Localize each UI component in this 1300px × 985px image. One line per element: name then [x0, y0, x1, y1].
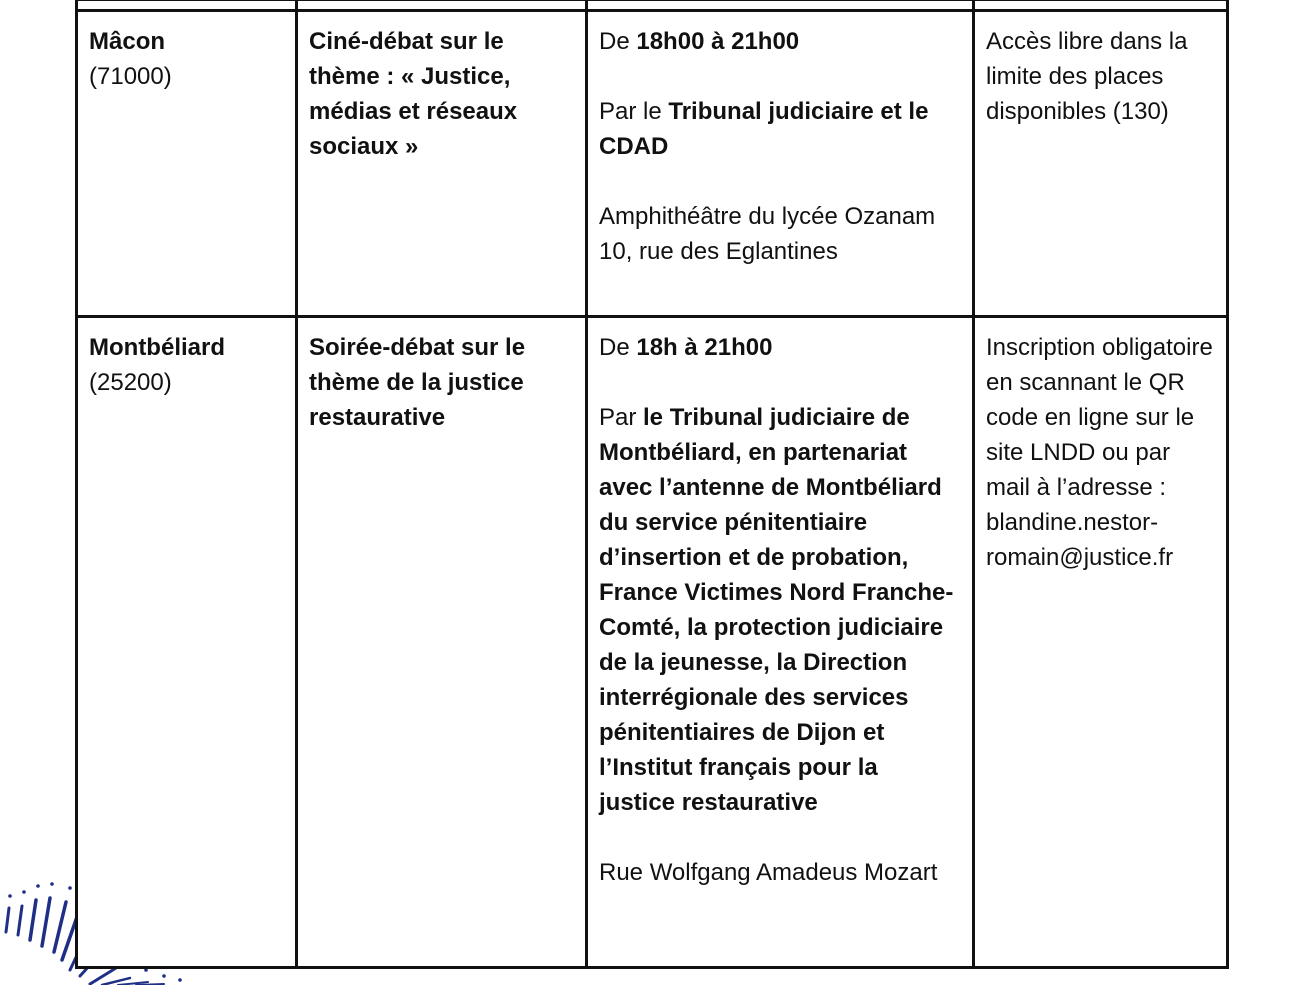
table-cell [587, 0, 974, 11]
organizer-line [599, 94, 960, 164]
event-title: Ciné-débat sur le thème : « Justice, médias et réseaux sociaux » [309, 28, 518, 160]
details-cell [587, 317, 974, 968]
time-prefix: De [599, 334, 637, 361]
event-cell [297, 317, 587, 968]
access-info: Accès libre dans la limite des places disponibles (130) [986, 28, 1188, 125]
time-prefix: De [599, 28, 637, 55]
details-cell [587, 11, 974, 317]
city-name: Mâcon [89, 28, 166, 55]
time-line [599, 330, 960, 365]
access-cell [974, 11, 1228, 317]
organizer: le Tribunal judiciaire de Montbéliard, en partenariat avec l’antenne de Montbéliard du service pénitentiaire d’insertion et de probation, France Victimes Nord Franche-Comté, la protection judiciaire de la jeunesse, la Direction interrégionale des services pénitentiaires de Dijon et l’Institut français pour la justice restaurative [599, 404, 954, 816]
organizer: Tribunal judiciaire et le CDAD [599, 98, 929, 160]
table-cell [974, 0, 1228, 11]
venue: Amphithéâtre du lycée Ozanam [599, 203, 936, 230]
event-time: 18h à 21h00 [636, 334, 773, 361]
event-time: 18h00 à 21h00 [636, 28, 800, 55]
organizer-line [599, 400, 960, 820]
time-line [599, 24, 960, 59]
address: Rue Wolfgang Amadeus Mozart [599, 859, 938, 886]
table-row [77, 317, 1228, 968]
table-row [77, 11, 1228, 317]
events-table [75, 0, 1229, 969]
table-cell [297, 0, 587, 11]
organizer-prefix: Par le [599, 98, 669, 125]
organizer-prefix: Par [599, 404, 644, 431]
event-title: Soirée-débat sur le thème de la justice restaurative [309, 334, 526, 431]
access-info: Inscription obligatoire en scannant le QR code en ligne sur le site LNDD ou par mail à l’adresse : blandine.nestor-romain@justice.fr [986, 334, 1213, 571]
city-name: Montbéliard [89, 334, 225, 361]
event-cell [297, 11, 587, 317]
table-cell [77, 0, 297, 11]
access-cell [974, 317, 1228, 968]
location-cell [77, 317, 297, 968]
table-row-continued [77, 0, 1228, 11]
postcode: (71000) [89, 63, 172, 90]
postcode: (25200) [89, 369, 172, 396]
location-cell [77, 11, 297, 317]
address: 10, rue des Eglantines [599, 238, 838, 265]
